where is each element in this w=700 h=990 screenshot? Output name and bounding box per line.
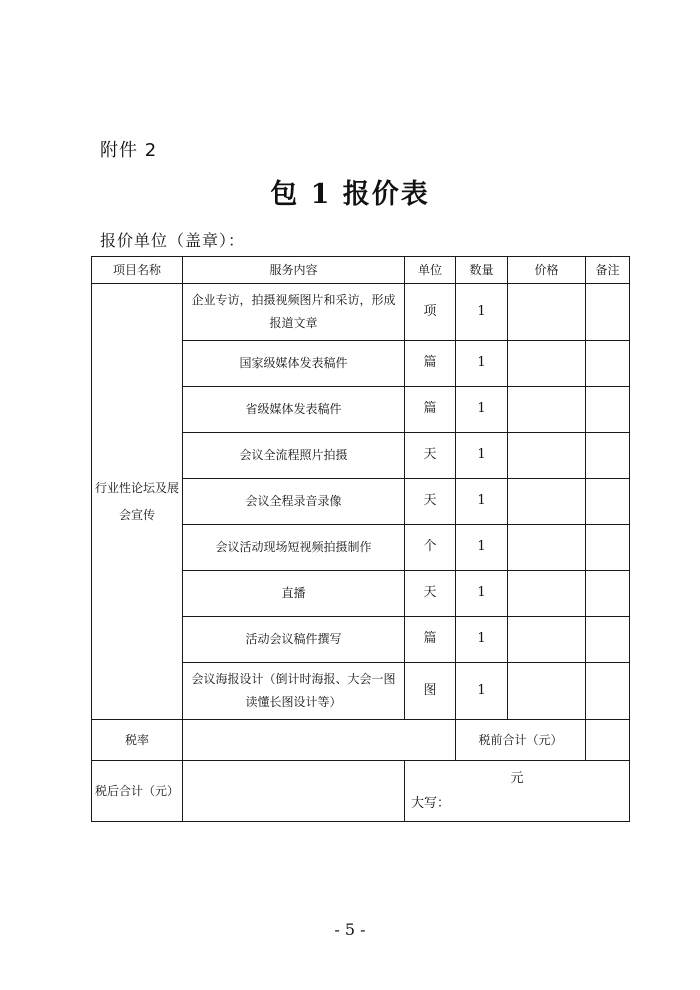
unit-cell: 图 xyxy=(405,663,456,720)
tax-row xyxy=(92,720,630,761)
service-cell: 企业专访，拍摄视频图片和采访，形成报道文章 xyxy=(183,284,405,341)
note-cell[interactable] xyxy=(586,617,630,663)
attachment-label: 附件 2 xyxy=(100,140,158,161)
note-cell[interactable] xyxy=(586,571,630,617)
price-cell[interactable] xyxy=(508,525,586,571)
note-cell[interactable] xyxy=(586,663,630,720)
service-cell: 直播 xyxy=(183,571,405,617)
unit-cell: 项 xyxy=(405,284,456,341)
header-service-content: 服务内容 xyxy=(183,257,405,284)
tax-rate-value[interactable] xyxy=(183,720,456,761)
after-tax-value[interactable] xyxy=(183,761,405,822)
table-header-row xyxy=(92,257,630,284)
table-row xyxy=(92,284,630,341)
unit-cell: 篇 xyxy=(405,341,456,387)
header-unit: 单位 xyxy=(405,257,456,284)
unit-cell: 个 xyxy=(405,525,456,571)
qty-cell: 1 xyxy=(456,663,508,720)
page-number: - 5 - xyxy=(334,920,366,939)
quote-unit-label: 报价单位（盖章）： xyxy=(100,231,246,250)
note-cell[interactable] xyxy=(586,341,630,387)
pre-tax-total-value[interactable] xyxy=(586,720,630,761)
price-cell[interactable] xyxy=(508,341,586,387)
tax-rate-label: 税率 xyxy=(92,720,183,761)
note-cell[interactable] xyxy=(586,433,630,479)
service-cell: 会议全程录音录像 xyxy=(183,479,405,525)
unit-cell: 篇 xyxy=(405,387,456,433)
daxie-label: 大写： xyxy=(411,796,451,812)
qty-cell: 1 xyxy=(456,479,508,525)
service-cell: 会议活动现场短视频拍摄制作 xyxy=(183,525,405,571)
quote-table xyxy=(91,256,630,822)
unit-cell: 天 xyxy=(405,433,456,479)
pre-tax-total-label: 税前合计（元） xyxy=(456,720,586,761)
category-cell: 行业性论坛及展会宣传 xyxy=(92,284,183,720)
unit-cell: 篇 xyxy=(405,617,456,663)
after-tax-amount-cell[interactable] xyxy=(405,761,630,822)
qty-cell: 1 xyxy=(456,284,508,341)
note-cell[interactable] xyxy=(586,387,630,433)
header-quantity: 数量 xyxy=(456,257,508,284)
yuan-label: 元 xyxy=(510,771,524,786)
unit-cell: 天 xyxy=(405,479,456,525)
header-note: 备注 xyxy=(586,257,630,284)
service-cell: 省级媒体发表稿件 xyxy=(183,387,405,433)
header-project-name: 项目名称 xyxy=(92,257,183,284)
price-cell[interactable] xyxy=(508,617,586,663)
service-cell: 会议全流程照片拍摄 xyxy=(183,433,405,479)
page-title: 包 1 报价表 xyxy=(270,179,430,210)
qty-cell: 1 xyxy=(456,525,508,571)
note-cell[interactable] xyxy=(586,479,630,525)
service-cell: 活动会议稿件撰写 xyxy=(183,617,405,663)
qty-cell: 1 xyxy=(456,433,508,479)
note-cell[interactable] xyxy=(586,284,630,341)
price-cell[interactable] xyxy=(508,571,586,617)
note-cell[interactable] xyxy=(586,525,630,571)
unit-cell: 天 xyxy=(405,571,456,617)
service-cell: 国家级媒体发表稿件 xyxy=(183,341,405,387)
price-cell[interactable] xyxy=(508,284,586,341)
qty-cell: 1 xyxy=(456,341,508,387)
price-cell[interactable] xyxy=(508,479,586,525)
qty-cell: 1 xyxy=(456,571,508,617)
price-cell[interactable] xyxy=(508,387,586,433)
qty-cell: 1 xyxy=(456,387,508,433)
service-cell: 会议海报设计（倒计时海报、大会一图读懂长图设计等） xyxy=(183,663,405,720)
after-tax-label: 税后合计（元） xyxy=(92,761,183,822)
header-price: 价格 xyxy=(508,257,586,284)
qty-cell: 1 xyxy=(456,617,508,663)
after-tax-row xyxy=(92,761,630,822)
price-cell[interactable] xyxy=(508,663,586,720)
price-cell[interactable] xyxy=(508,433,586,479)
